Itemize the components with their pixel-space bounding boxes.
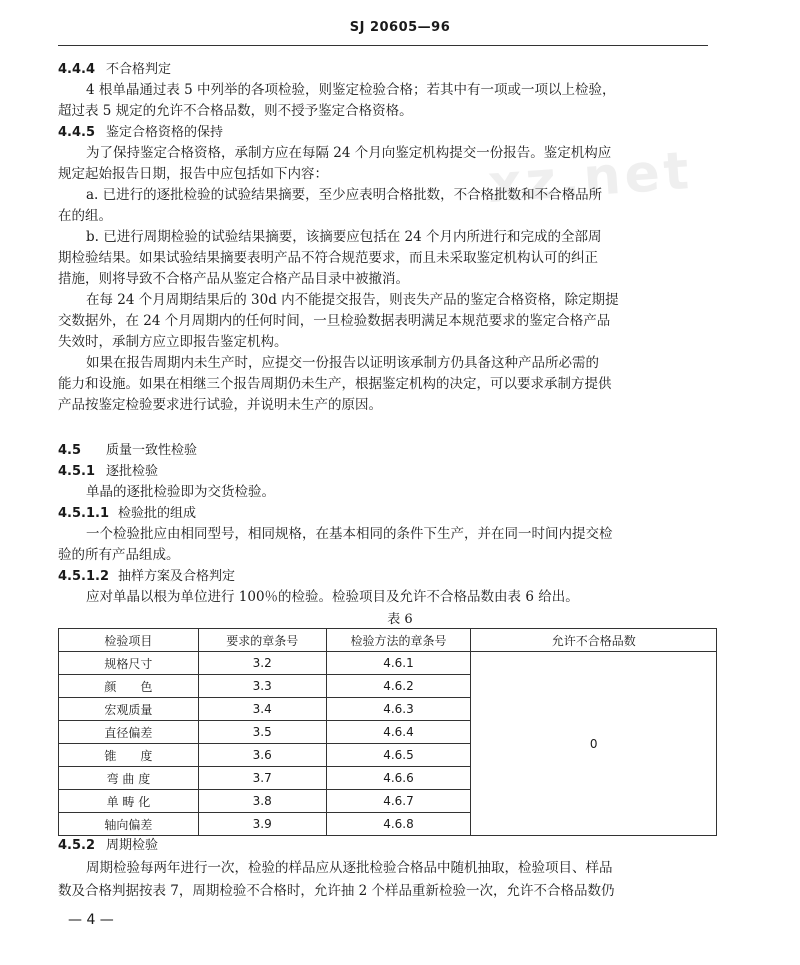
cell-requirement: 3.9 [198,813,326,836]
paragraph-line: 在的组。 [58,208,112,224]
cell-requirement: 3.2 [198,652,326,675]
cell-requirement: 3.5 [198,721,326,744]
paragraph-line: 应对单晶以根为单位进行 100％的检验。检验项目及允许不合格品数由表 6 给出。 [86,589,579,605]
cell-item: 轴向偏差 [59,813,199,836]
cell-requirement: 3.4 [198,698,326,721]
cell-item: 宏观质量 [59,698,199,721]
cell-item: 直径偏差 [59,721,199,744]
paragraph-line: 验的所有产品组成。 [58,547,180,563]
cell-method: 4.6.3 [326,698,471,721]
cell-method: 4.6.7 [326,790,471,813]
cell-item: 锥 度 [59,744,199,767]
paragraph-line: 产品按鉴定检验要求进行试验，并说明未生产的原因。 [58,397,382,413]
section-number: 4.5.1.2 [58,569,109,584]
paragraph-line: 期检验结果。如果试验结果摘要表明产品不符合规范要求，而且未采取鉴定机构认可的纠正 [58,250,598,266]
section-number: 4.5.1.1 [58,506,109,521]
section-number: 4.5 [58,443,82,458]
section-title: 周期检验 [106,838,159,853]
cell-item: 规格尺寸 [59,652,199,675]
paragraph-line: 如果在报告周期内未生产时，应提交一份报告以证明该承制方仍具备这种产品所必需的 [86,355,599,371]
cell-method: 4.6.2 [326,675,471,698]
section-title: 检验批的组成 [118,506,197,521]
section-title: 质量一致性检验 [106,443,198,458]
header-cell-item: 检验项目 [59,629,199,652]
paragraph-line: 数及合格判据按表 7，周期检验不合格时，允许抽 2 个样品重新检验一次，允许不合格品数仍 [58,883,615,899]
section-title: 抽样方案及合格判定 [118,569,236,584]
table-6-caption: 表 6 [387,612,413,627]
cell-item: 单 畴 化 [59,790,199,813]
page-number: — 4 — [68,912,114,928]
paragraph-line: 能力和设施。如果在相继三个报告周期仍未生产，根据鉴定机构的决定，可以要求承制方提供 [58,376,612,392]
table-6 [58,628,717,836]
cell-requirement: 3.3 [198,675,326,698]
section-4-5-1-heading [58,461,718,482]
header-cell-method: 检验方法的章条号 [326,629,471,652]
cell-method: 4.6.6 [326,767,471,790]
paragraph-line: 在每 24 个月周期结果后的 30d 内不能提交报告，则丧失产品的鉴定合格资格，除定期提 [86,292,619,308]
cell-item: 弯 曲 度 [59,767,199,790]
section-4-5-1-1-heading [58,503,718,524]
table-row [59,652,717,675]
section-4-4-4-heading [58,59,718,80]
paragraph-line: 一个检验批应由相同型号，相同规格，在基本相同的条件下生产，并在同一时间内提交检 [86,526,613,542]
section-number: 4.5.2 [58,838,96,853]
header-rule [58,45,708,46]
cell-method: 4.6.8 [326,813,471,836]
section-4-5-2-heading [58,835,718,856]
paragraph-line: 规定起始报告日期，报告中应包括如下内容： [58,166,328,182]
paragraph-line: 交数据外，在 24 个月周期内的任何时间，一旦检验数据表明满足本规范要求的鉴定合格产品 [58,313,611,329]
cell-method: 4.6.4 [326,721,471,744]
paragraph-line: 4 根单晶通过表 5 中列举的各项检验，则鉴定检验合格；若其中有一项或一项以上检验， [86,82,616,98]
section-title: 鉴定合格资格的保持 [106,125,224,140]
section-title: 逐批检验 [106,464,159,479]
cell-item: 颜 色 [59,675,199,698]
section-number: 4.4.5 [58,125,96,140]
cell-requirement: 3.8 [198,790,326,813]
paragraph-line: 单晶的逐批检验即为交货检验。 [86,484,275,500]
header-cell-requirement: 要求的章条号 [198,629,326,652]
section-number: 4.4.4 [58,62,96,77]
table-header-row [59,629,717,652]
watermark: xz.net [486,140,695,216]
header-cell-allowed: 允许不合格品数 [471,629,717,652]
section-4-4-5-heading [58,122,718,143]
paragraph-line: 周期检验每两年进行一次，检验的样品应从逐批检验合格品中随机抽取，检验项目、样品 [86,860,613,876]
section-4-5-heading [58,440,718,461]
section-4-5-1-2-heading [58,566,718,587]
paragraph-line: a. 已进行的逐批检验的试验结果摘要，至少应表明合格批数，不合格批数和不合格品所 [86,187,603,203]
paragraph-line: 为了保持鉴定合格资格，承制方应在每隔 24 个月向鉴定机构提交一份报告。鉴定机构应 [86,145,612,161]
cell-requirement: 3.7 [198,767,326,790]
paragraph-line: b. 已进行周期检验的试验结果摘要，该摘要应包括在 24 个月内所进行和完成的全部周 [86,229,602,245]
cell-method: 4.6.5 [326,744,471,767]
cell-requirement: 3.6 [198,744,326,767]
section-title: 不合格判定 [106,62,172,77]
cell-method: 4.6.1 [326,652,471,675]
paragraph-line: 超过表 5 规定的允许不合格品数，则不授予鉴定合格资格。 [58,103,413,119]
section-number: 4.5.1 [58,464,96,479]
cell-allowed: 0 [471,652,717,836]
paragraph-line: 失效时，承制方应立即报告鉴定机构。 [58,334,288,350]
document-header: SJ 20605—96 [349,20,451,35]
paragraph-line: 措施，则将导致不合格产品从鉴定合格产品目录中被撤消。 [58,271,409,287]
